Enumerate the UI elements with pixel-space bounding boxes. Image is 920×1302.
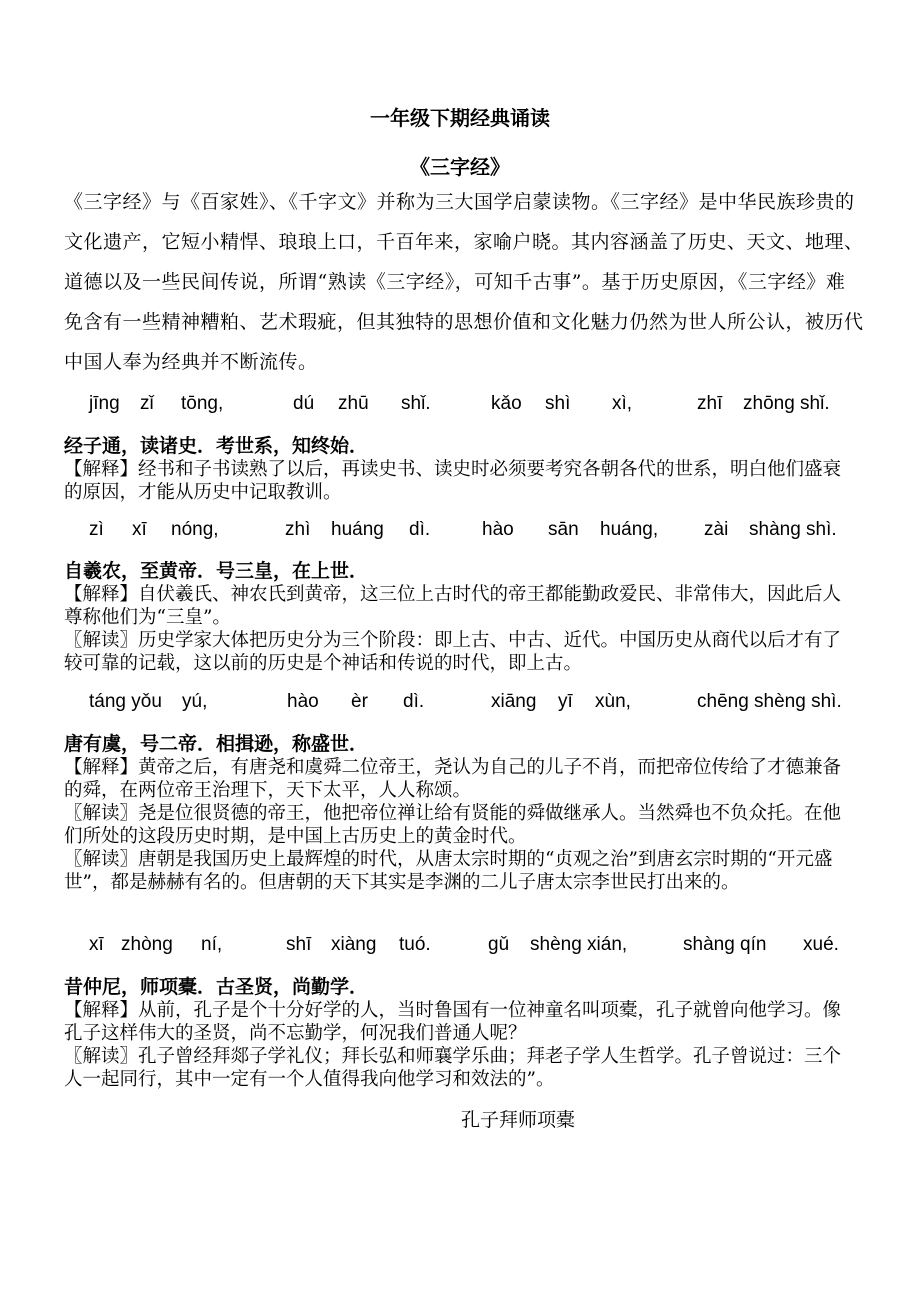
verse-line-4: 昔仲尼，师项橐．古圣贤，尚勤学． [64,976,369,998]
page-subtitle: 《三字经》 [410,155,510,179]
pinyin-line-4 [0,934,920,958]
pinyin-syllable: xī [132,519,147,540]
pinyin-syllable: ní, [201,934,223,955]
interpretation-note: 〖解读〗历史学家大体把历史分为三个阶段：即上古、中古、近代。中国历史从商代以后才有了较可靠的记载，这以前的历史是个神话和传说的时代，即上古。 [64,630,842,674]
pinyin-syllable: shàng qín [683,934,767,955]
pinyin-syllable: zhī [697,393,723,414]
pinyin-syllable: huáng, [600,519,659,540]
pinyin-syllable: tōng, [181,393,224,414]
verse-line-3: 唐有虞，号二帝．相揖逊，称盛世． [64,733,369,755]
pinyin-syllable: sān [548,519,579,540]
pinyin-syllable: shī [286,934,312,955]
pinyin-syllable: kǎo [491,393,522,414]
pinyin-syllable: dú [293,393,315,414]
pinyin-syllable: shì [545,393,571,414]
interpretation-note: 〖解读〗尧是位很贤德的帝王，他把帝位禅让给有贤能的舜做继承人。当然舜也不负众托。在他们所处的这段历史时期，是中国上古历史上的黄金时代。 [64,803,842,847]
pinyin-line-2 [0,519,920,543]
pinyin-syllable: zhòng [121,934,173,955]
pinyin-syllable: shèng xián, [530,934,628,955]
pinyin-syllable: zhì [285,519,311,540]
pinyin-syllable: hào [482,519,514,540]
pinyin-syllable: xiàng [331,934,377,955]
pinyin-syllable: dì. [409,519,431,540]
pinyin-syllable: hào [287,691,319,712]
page-title: 一年级下期经典诵读 [370,106,550,130]
pinyin-syllable: xī [89,934,104,955]
pinyin-syllable: yú, [182,691,208,712]
explanation-note: 【解释】黄帝之后，有唐尧和虞舜二位帝王，尧认为自己的儿子不肖，而把帝位传给了才德兼备的舜，在两位帝王治理下，天下太平，人人称颂。 [64,757,842,801]
pinyin-syllable: huáng [331,519,384,540]
explanation-note: 【解释】经书和子书读熟了以后，再读史书、读史时必须要考究各朝各代的世系，明白他们盛衰的原因，才能从历史中记取教训。 [64,459,842,503]
pinyin-line-3 [0,691,920,715]
pinyin-syllable: zǐ [140,393,154,414]
pinyin-syllable: dì. [403,691,425,712]
pinyin-syllable: jīng [89,393,120,414]
image-caption: 孔子拜师项橐 [460,1109,575,1131]
pinyin-syllable: èr [351,691,368,712]
pinyin-syllable: yī [558,691,573,712]
intro-paragraph: 《三字经》与《百家姓》、《千字文》并称为三大国学启蒙读物。《三字经》是中华民族珍贵的文化遗产，它短小精悍、琅琅上口，千百年来，家喻户晓。其内容涵盖了历史、天文、地理、道德以及一些民间传说，所谓“熟读《三字经》，可知千古事”。基于历史原因，《三字经》难免含有一些精神糟粕、艺术瑕疵，但其独特的思想价值和文化魅力仍然为世人所公认，被历代中国人奉为经典并不断流传。 [64,191,864,373]
pinyin-line-1 [0,393,920,417]
pinyin-syllable: zì [89,519,104,540]
pinyin-syllable: xué. [803,934,839,955]
pinyin-syllable: shàng shì. [749,519,837,540]
pinyin-syllable: xì, [612,393,633,414]
interpretation-note: 〖解读〗唐朝是我国历史上最辉煌的时代，从唐太宗时期的“贞观之治”到唐玄宗时期的“开元盛世”，都是赫赫有名的。但唐朝的天下其实是李渊的二儿子唐太宗李世民打出来的。 [64,849,833,893]
pinyin-syllable: chēng shèng shì. [697,691,842,712]
explanation-note: 【解释】从前，孔子是个十分好学的人，当时鲁国有一位神童名叫项橐，孔子就曾向他学习。像孔子这样伟大的圣贤，尚不忘勤学，何况我们普通人呢？ [64,1000,842,1044]
interpretation-note: 〖解读〗孔子曾经拜郯子学礼仪；拜长弘和师襄学乐曲；拜老子学人生哲学。孔子曾说过：三个人一起同行，其中一定有一个人值得我向他学习和效法的”。 [64,1046,842,1090]
pinyin-syllable: shǐ. [401,393,431,414]
pinyin-syllable: nóng, [171,519,219,540]
explanation-note: 【解释】自伏羲氏、神农氏到黄帝，这三位上古时代的帝王都能勤政爱民、非常伟大，因此后人尊称他们为“三皇”。 [64,584,842,628]
verse-line-1: 经子通，读诸史．考世系，知终始． [64,435,369,457]
pinyin-syllable: gǔ [488,934,510,955]
pinyin-syllable: zhū [338,393,369,414]
pinyin-syllable: zhōng shǐ. [743,393,830,414]
pinyin-syllable: zài [704,519,729,540]
verse-line-2: 自羲农，至黄帝．号三皇，在上世． [64,560,369,582]
pinyin-syllable: táng yǒu [89,691,162,712]
pinyin-syllable: tuó. [399,934,431,955]
pinyin-syllable: xùn, [595,691,631,712]
pinyin-syllable: xiāng [491,691,537,712]
